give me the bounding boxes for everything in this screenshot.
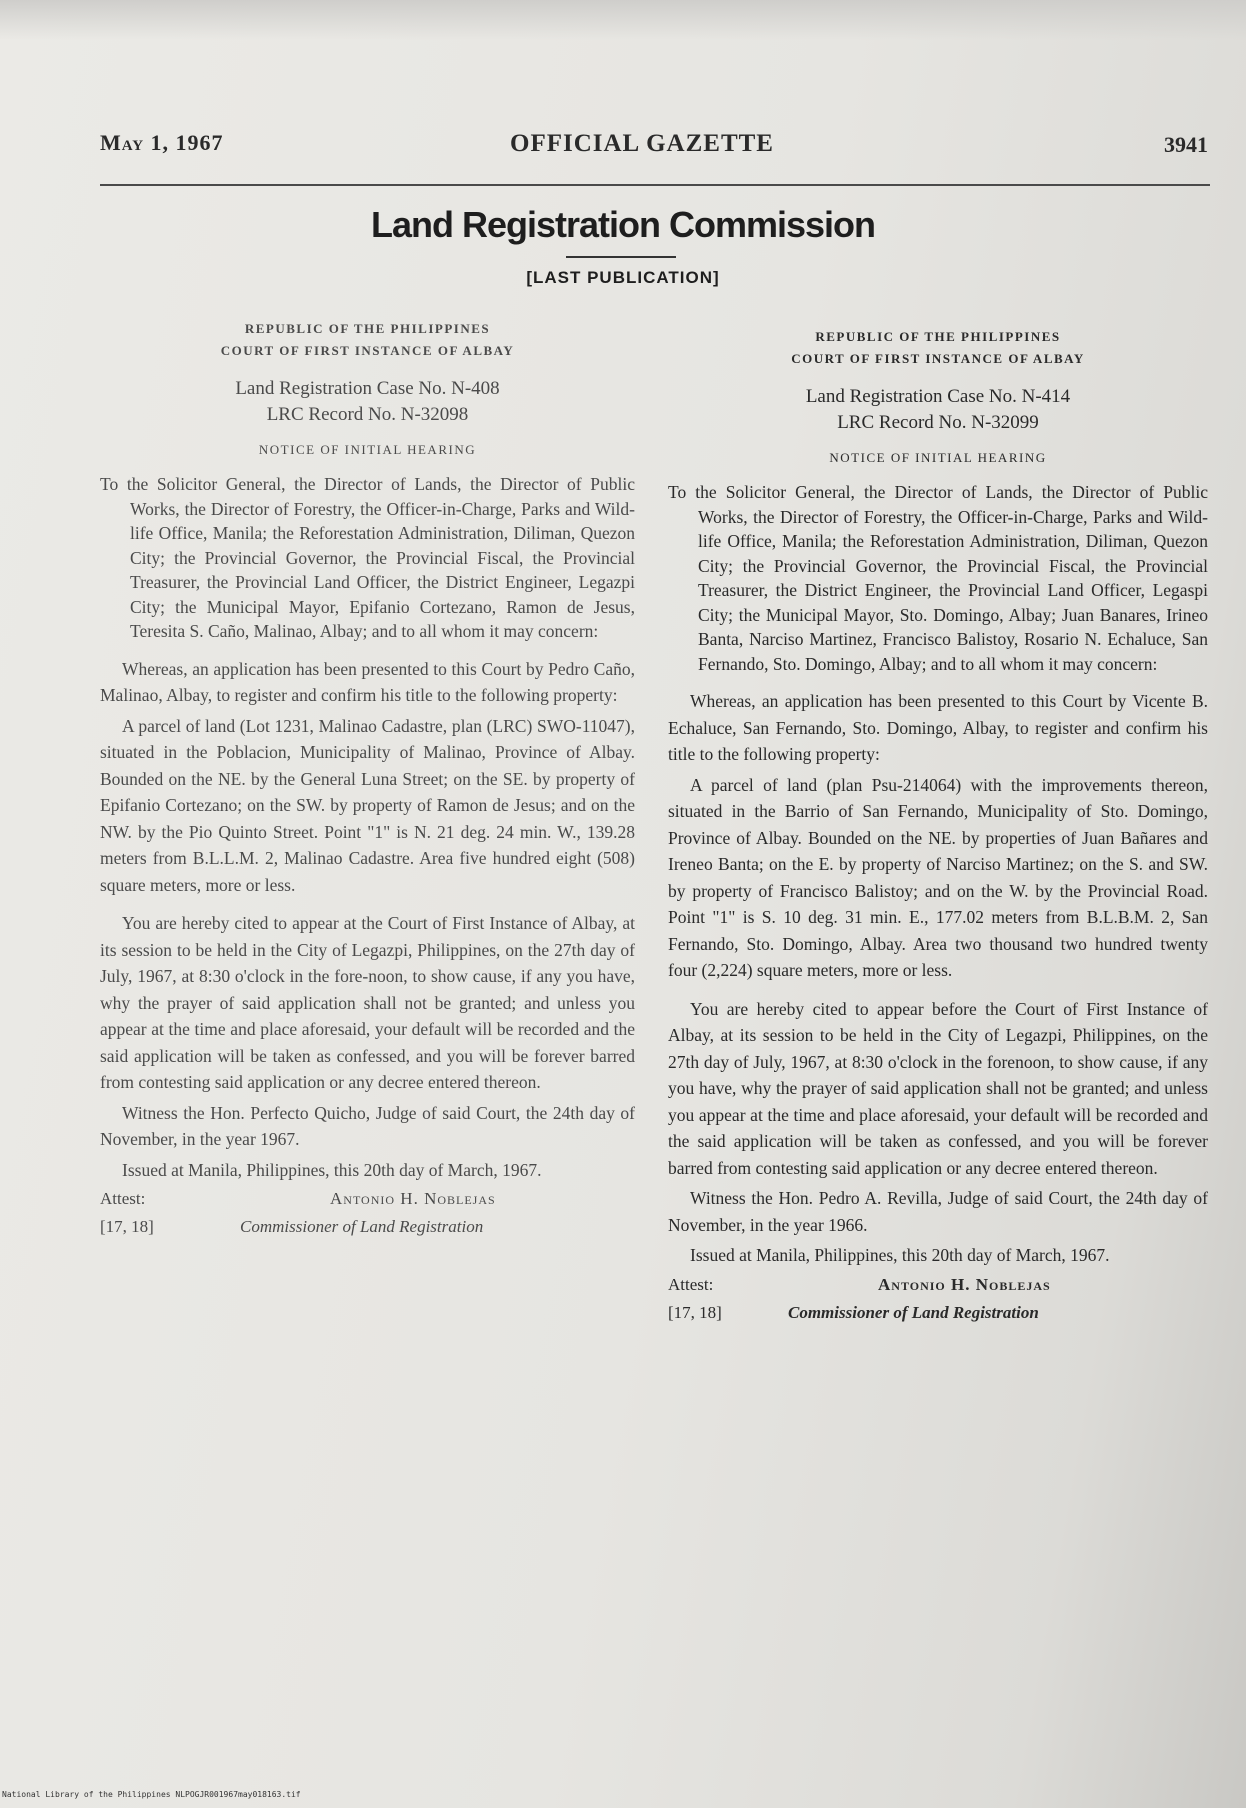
attest-label: Attest:	[100, 1189, 146, 1208]
citation-paragraph: You are hereby cited to appear before the Court of First Instance of Albay, at its session to be held in the City of Legazpi, Philippines, on the 27th day of July, 1967, at 8:30 o'clock in the forenoon, to show cause, if any you have, why the prayer of said application shall not be granted; and unless you appear at the time and place aforesaid, your default will be recorded and the said application will be taken as confessed, and you will be forever barred from contesting said application or any decree entered thereon.	[668, 998, 1208, 1178]
republic-heading: REPUBLIC OF THE PHILIPPINES	[815, 329, 1061, 344]
scan-shadow	[0, 0, 1246, 40]
issue-refs: [17, 18]	[668, 1302, 722, 1322]
issue-refs: [17, 18]	[100, 1217, 154, 1236]
header-page-number: 3941	[1164, 132, 1208, 157]
signatory-office: Commissioner of Land Registration	[240, 1217, 484, 1236]
publication-tag: [LAST PUBLICATION]	[526, 268, 720, 287]
application-paragraph: Whereas, an application has been presented to this Court by Pedro Caño, Malinao, Albay, to register and confirm his title to the following property:	[100, 658, 635, 705]
addressee-paragraph: To the Solicitor General, the Director of Lands, the Director of Public Works, the Director of Forestry, the Officer-in-Charge, Parks and Wild-life Office, Manila; the Reforestation Administration, Diliman, Quezon City; the Provincial Governor, the Provincial Fiscal, the Provincial Treasurer, the Provincial Land Officer, the District Engineer, Legazpi City; the Municipal Mayor, Epifanio Cortezano, Ramon de Jesus, Teresita S. Caño, Malinao, Albay; and to all whom it may concern:	[100, 474, 635, 641]
witness-paragraph: Witness the Hon. Perfecto Quicho, Judge of said Court, the 24th day of November, in the year 1967.	[100, 1102, 635, 1149]
court-heading: COURT OF FIRST INSTANCE OF ALBAY	[791, 351, 1085, 366]
issued-paragraph: Issued at Manila, Philippines, this 20th day of March, 1967.	[122, 1159, 542, 1180]
signature-block	[668, 1275, 1208, 1331]
section-rule	[566, 256, 676, 258]
signatory-name: Antonio H. Noblejas	[330, 1189, 496, 1208]
signatory-name: Antonio H. Noblejas	[878, 1274, 1051, 1294]
application-paragraph: Whereas, an application has been presented to this Court by Vicente B. Echaluce, San Fernando, Sto. Domingo, Albay, to register and confirm his title to the following property:	[668, 691, 1208, 764]
parcel-paragraph: A parcel of land (Lot 1231, Malinao Cadastre, plan (LRC) SWO-11047), situated in the Poblacion, Municipality of Malinao, Province of Albay. Bounded on the NE. by the General Luna Street; on the SE. by property of Epifanio Cortezano; on the SW. by property of Ramon de Jesus; and on the NW. by the Pio Quinto Street. Point "1" is N. 21 deg. 24 min. W., 139.28 meters from B.L.L.M. 2, Malinao Cadastre. Area five hundred eight (508) square meters, more or less.	[100, 715, 635, 895]
header-date: May 1, 1967	[100, 130, 224, 155]
citation-paragraph: You are hereby cited to appear at the Court of First Instance of Albay, at its session to be held in the City of Legazpi, Philippines, on the 27th day of July, 1967, at 8:30 o'clock in the fore-noon, to show cause, if any you have, why the prayer of said application shall not be granted; and unless you appear at the time and place aforesaid, your default will be recorded and the said application will be taken as confessed, and you will be forever barred from contesting said application or any decree entered thereon.	[100, 913, 635, 1092]
case-block	[668, 384, 1208, 436]
scan-source-footer: National Library of the Philippines NLPOGJR001967may018163.tif	[2, 1790, 301, 1799]
parcel-paragraph: A parcel of land (plan Psu-214064) with the improvements thereon, situated in the Barrio of San Fernando, Municipality of Sto. Domingo, Province of Albay. Bounded on the NE. by properties of Juan Bañares and Ireneo Banta; on the E. by property of Narciso Martinez; on the S. and SW. by property of Francisco Balistoy; and on the W. by the Provincial Road. Point "1" is S. 10 deg. 31 min. E., 177.02 meters from B.L.B.M. 2, San Fernando, Sto. Domingo, Albay. Area two thousand two hundred twenty four (2,224) square meters, more or less.	[668, 774, 1208, 980]
case-number: Land Registration Case No. N-414	[805, 386, 1071, 407]
addressee-paragraph: To the Solicitor General, the Director of Lands, the Director of Public Works, the Director of Forestry, the Officer-in-Charge, Parks and Wild-life Office, Manila; the Reforestation Administration, Diliman, Quezon City; the Provincial Governor, the Provincial Fiscal, the Provincial Treasurer, the District Engineer, the Provincial Land Officer, Legaspi City; the Municipal Mayor, Sto. Domingo, Albay; Juan Banares, Irineo Banta, Narciso Martinez, Francisco Balistoy, Rosario N. Echaluce, San Fernando, Sto. Domingo, Albay; and to all whom it may concern:	[668, 482, 1208, 674]
witness-paragraph: Witness the Hon. Pedro A. Revilla, Judge of said Court, the 24th day of November, in the year 1966.	[668, 1188, 1208, 1235]
case-block	[100, 376, 635, 428]
header-title: OFFICIAL GAZETTE	[510, 130, 774, 157]
signatory-office: Commissioner of Land Registration	[788, 1302, 1039, 1322]
page-header	[100, 130, 1208, 170]
court-heading: COURT OF FIRST INSTANCE OF ALBAY	[220, 343, 515, 358]
notice-heading: NOTICE OF INITIAL HEARING	[829, 450, 1047, 465]
republic-heading: REPUBLIC OF THE PHILIPPINES	[244, 321, 491, 336]
record-number: LRC Record No. N-32098	[266, 404, 469, 425]
notice-heading: NOTICE OF INITIAL HEARING	[258, 442, 477, 457]
section-title: Land Registration Commission	[370, 204, 876, 245]
notice-left	[100, 318, 635, 1245]
issued-paragraph: Issued at Manila, Philippines, this 20th day of March, 1967.	[690, 1245, 1110, 1265]
case-number: Land Registration Case No. N-408	[235, 378, 500, 399]
attest-label: Attest:	[668, 1274, 714, 1294]
notice-right	[668, 318, 1208, 1331]
header-rule	[100, 184, 1210, 186]
record-number: LRC Record No. N-32099	[837, 412, 1039, 433]
signature-block	[100, 1189, 635, 1245]
